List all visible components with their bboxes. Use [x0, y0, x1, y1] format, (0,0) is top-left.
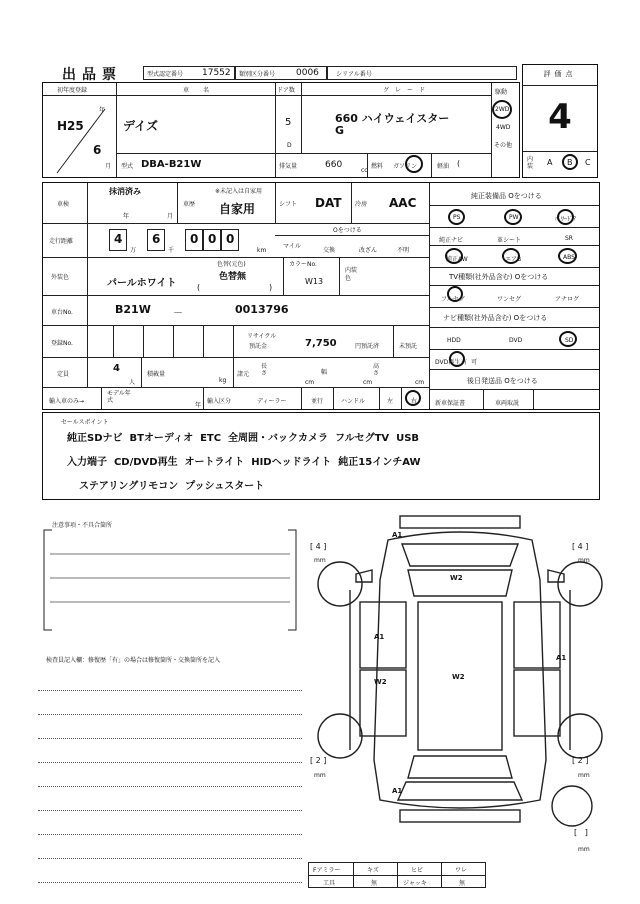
grade-score-label: 評価点	[543, 70, 577, 78]
import-class-label: 輸入区分	[207, 398, 232, 405]
chassis-dash: －	[173, 308, 183, 319]
chassis-label: 車台No.	[51, 309, 73, 316]
tire-spare-unit: mm	[578, 846, 590, 853]
sales-point-line-2: 入力端子 CD/DVD再生 オートライト HIDヘッドライト 純正15インチAW	[67, 457, 421, 468]
mileage-opt3: 不明	[397, 247, 410, 254]
import-parallel: 並行	[311, 398, 324, 405]
handle-right: 右	[411, 398, 418, 405]
tv-oneseg: ワンセグ	[497, 296, 522, 303]
inspector-line-7	[38, 834, 302, 835]
interior-b: B	[567, 158, 573, 167]
model-year-unit: 年	[195, 402, 202, 409]
model-year-label: モデル年式	[107, 390, 131, 404]
equip-ps-circle	[448, 209, 465, 225]
color-label: 外装色	[51, 274, 70, 281]
legend-header-1: Fアミラー	[313, 867, 341, 874]
mileage-digit-5: 0	[221, 229, 239, 251]
interior-b-circle	[562, 154, 578, 170]
inspection-status: 抹消済み	[109, 187, 141, 196]
damage-mark-left-front-door: A1	[374, 633, 385, 641]
fuel-circle	[405, 155, 423, 173]
after-manual: 車両取説	[495, 400, 520, 407]
ac-label: 冷房	[355, 201, 368, 208]
shift-value: DAT	[315, 196, 342, 210]
tire-front-right: [ 4 ]	[572, 542, 589, 551]
navi-hdd: HDD	[447, 337, 461, 344]
grade-label: グレード	[383, 87, 432, 94]
inspector-line-1	[38, 690, 302, 691]
damage-mark-hood: W2	[450, 574, 463, 582]
serial-box	[327, 66, 517, 80]
serial-label: シリアル番号	[336, 71, 372, 78]
after-title: 後日発送品 Oをつける	[467, 377, 538, 385]
model-cert-box	[143, 66, 235, 80]
inspector-line-3	[38, 738, 302, 739]
color-no-value: W13	[305, 277, 324, 286]
fuel-value: ガソリン	[393, 163, 418, 170]
class-box	[235, 66, 327, 80]
tire-rear-right: [ 2 ]	[572, 756, 589, 765]
tv-title: TV種類(社外品含む) Oをつける	[449, 273, 549, 281]
vehicle-basic-box	[42, 82, 520, 178]
damage-mark-roof: W2	[452, 673, 465, 681]
inspector-line-2	[38, 714, 302, 715]
car-diagram	[310, 510, 610, 860]
recycle-value: 7,750	[305, 338, 337, 349]
recycle-label-2: 預託金	[249, 343, 268, 350]
equip-sr: SR	[565, 235, 573, 242]
color-paren-open: (	[197, 283, 201, 292]
tire-front-left-unit: mm	[314, 557, 326, 564]
mileage-digit-2: 6	[147, 229, 165, 251]
inspector-line-4	[38, 762, 302, 763]
interior-a: A	[547, 158, 553, 167]
equip-aw-circle	[445, 248, 463, 264]
damage-mark-left-rear-door: W2	[374, 678, 387, 686]
model-cert-value: 17552	[202, 68, 231, 78]
size-label: 諸元	[237, 371, 250, 378]
navi-dvd: DVD	[509, 337, 523, 344]
doors-label: ドア数	[277, 87, 295, 94]
tire-front-left: [ 4 ]	[310, 542, 327, 551]
size-height-cm: cm	[415, 379, 425, 386]
doors-suffix: D	[287, 142, 292, 149]
legend-value-3: ジャッキ	[403, 880, 427, 887]
tv-fullseg: フルセグ	[441, 296, 465, 303]
handle-right-circle	[405, 390, 421, 406]
legend-header-4: ワレ	[455, 867, 468, 874]
model-label: 型式	[121, 163, 134, 170]
recycle-paid: 円預託済	[355, 343, 380, 350]
size-width: 幅	[321, 369, 328, 376]
doors-value: 5	[285, 117, 292, 128]
inspection-label: 車検	[57, 201, 70, 208]
handle-left: 左	[387, 398, 394, 405]
tv-fullseg-circle	[447, 286, 463, 302]
equip-abs: ABS	[563, 254, 575, 261]
color-value: パールホワイト	[107, 278, 177, 289]
navi-sd: SD	[565, 337, 574, 344]
capacity-label: 定員	[57, 371, 70, 378]
mileage-opt2: 改ざん	[359, 247, 378, 254]
mileage-digit-1: 4	[109, 229, 127, 251]
first-reg-month: 6	[93, 143, 102, 157]
legend-value-2: 無	[371, 880, 378, 887]
capacity-value: 4	[113, 363, 120, 374]
equip-airbag: エアB	[505, 256, 522, 263]
grade-score-value: 4	[548, 97, 572, 137]
recycle-unpaid: 未預託	[399, 343, 418, 350]
color-no-label: カラーNo.	[289, 261, 317, 268]
car-name: デイズ	[123, 119, 159, 133]
equip-leather: 革シート	[497, 237, 522, 244]
mileage-label: 走行距離	[49, 238, 74, 245]
color-paren-close: )	[269, 283, 273, 292]
damage-mark-front-bumper: A1	[392, 531, 403, 539]
navi-title: ナビ種類(社外品含む) Oをつける	[443, 314, 548, 322]
chassis-value2: 0013796	[235, 303, 289, 316]
dvd-play-no: 可	[471, 359, 478, 366]
recycle-label-1: リサイクル	[247, 333, 277, 340]
mileage-digit-3: 0	[185, 229, 203, 251]
class-label: 類別区分番号	[239, 71, 276, 78]
mileage-circle-label: Oをつける	[333, 227, 362, 234]
car-name-label: 車名	[183, 87, 224, 94]
legend-value-4: 無	[459, 880, 466, 887]
inspector-label: 検査員記入欄：修復歴「有」の場合は修復箇所・交換箇所を記入	[46, 657, 221, 664]
load-unit: kg	[219, 377, 227, 384]
first-reg-year: H25	[57, 119, 84, 133]
fuel-label: 燃料	[371, 163, 384, 170]
capacity-unit: 人	[129, 379, 136, 386]
import-dealer: ディーラー	[257, 398, 287, 405]
tire-rear-left-unit: mm	[314, 772, 326, 779]
dvd-play-label: DVD再生	[435, 359, 461, 366]
inspection-month-unit: 月	[167, 213, 174, 220]
sales-point-line-3: ステアリングリモコン プッシュスタート	[79, 481, 265, 492]
sales-points-box	[42, 412, 600, 500]
sales-points-label: セールスポイント	[61, 419, 109, 426]
interior-c: C	[585, 158, 591, 167]
load-label: 積載量	[147, 371, 166, 378]
tire-front-right-unit: mm	[578, 557, 590, 564]
legend-header-2: キズ	[367, 867, 379, 874]
size-width-cm: cm	[363, 379, 373, 386]
sales-point-line-1: 純正SDナビ BTオーディオ ETC 全周囲・バックカメラ フルセグTV USB	[67, 433, 420, 444]
drive-4wd: 4WD	[496, 124, 511, 131]
inspector-line-5	[38, 786, 302, 787]
equip-ps: PS	[453, 214, 461, 221]
grade-score-box	[522, 64, 598, 178]
equip-aw: 純正AW	[446, 256, 468, 263]
class-value: 0006	[296, 68, 319, 78]
navi-sd-circle	[559, 331, 577, 347]
color-change-label: 色替(元色)	[217, 261, 246, 268]
import-label: 輸入車のみ→	[49, 398, 85, 405]
damage-mark-right-side: A1	[556, 654, 567, 662]
details-box	[42, 182, 600, 410]
interior-label: 内装	[527, 156, 534, 170]
legend-value-1: 工具	[323, 880, 336, 887]
equip-power-door: ﾊﾟﾜｰﾄﾞｱ	[555, 216, 577, 223]
first-reg-label: 初年度登録	[57, 87, 88, 94]
chassis-value1: B21W	[115, 303, 151, 316]
page-title: 出品票	[62, 67, 122, 83]
drive-2wd-circle	[492, 100, 512, 119]
shift-label: シフト	[279, 201, 298, 208]
mileage-mile: マイル	[283, 243, 301, 250]
mileage-digit-4: 0	[203, 229, 221, 251]
diesel-paren: (	[457, 159, 461, 168]
displacement-label: 排気量	[279, 163, 298, 170]
first-reg-month-unit: 月	[105, 163, 112, 170]
inspector-line-6	[38, 810, 302, 811]
tire-rear-left: [ 2 ]	[310, 756, 327, 765]
model-value: DBA-B21W	[141, 159, 202, 170]
model-cert-label: 型式認定番号	[147, 71, 184, 78]
equip-abs-circle	[558, 248, 577, 264]
equip-power-door-circle	[555, 209, 577, 225]
handle-label: ハンドル	[341, 398, 366, 405]
equip-airbag-circle	[502, 248, 520, 264]
size-length-cm: cm	[305, 379, 315, 386]
legend-header-3: ヒビ	[411, 867, 424, 874]
displacement-unit: cc	[361, 167, 368, 174]
dvd-play-circle	[449, 351, 468, 367]
equip-pw-circle	[504, 209, 522, 225]
notes-label: 注意事項・不具合箇所	[52, 522, 113, 529]
history-note: ※未記入は自家用	[215, 188, 263, 195]
drive-2wd: 2WD	[495, 106, 510, 113]
drive-other: その他	[494, 142, 513, 149]
dvd-play-yes: 有	[461, 359, 468, 366]
color-change-value: 色替無	[219, 272, 247, 282]
grade-line2: G	[335, 124, 345, 137]
equipment-title: 純正装備品 Oをつける	[471, 192, 542, 200]
ac-value: AAC	[389, 196, 417, 210]
size-length: 長さ	[261, 363, 268, 377]
history-value: 自家用	[219, 202, 256, 216]
legend-table	[308, 862, 486, 888]
equip-navi: 純正ナビ	[439, 237, 464, 244]
equip-pw: PW	[509, 214, 519, 221]
tv-analog: アナログ	[555, 296, 580, 303]
notes-bracket	[40, 526, 310, 636]
mileage-opt1: 交換	[323, 247, 336, 254]
inspector-line-8	[38, 858, 302, 859]
drive-label: 駆動	[495, 89, 508, 96]
first-reg-year-unit: 年	[99, 107, 106, 114]
size-height: 高さ	[373, 363, 380, 377]
displacement-value: 660	[325, 160, 343, 170]
history-label: 車歴	[183, 201, 196, 208]
after-warranty: 新車保証書	[435, 400, 466, 407]
interior-color-label: 内装色	[345, 267, 358, 282]
mileage-km: km	[257, 247, 267, 254]
diesel-label: 軽油	[437, 163, 450, 170]
mileage-man: 万	[130, 247, 137, 254]
inspection-year-unit: 年	[123, 213, 130, 220]
damage-mark-rear-bumper: A1	[392, 787, 403, 795]
inspector-line-9	[38, 882, 302, 883]
tire-spare: [ ]	[574, 828, 588, 837]
grade-line1: 660 ハイウェイスター	[335, 112, 450, 125]
registration-label: 登録No.	[51, 340, 73, 347]
tire-rear-right-unit: mm	[578, 772, 590, 779]
mileage-sen: 千	[168, 247, 175, 254]
